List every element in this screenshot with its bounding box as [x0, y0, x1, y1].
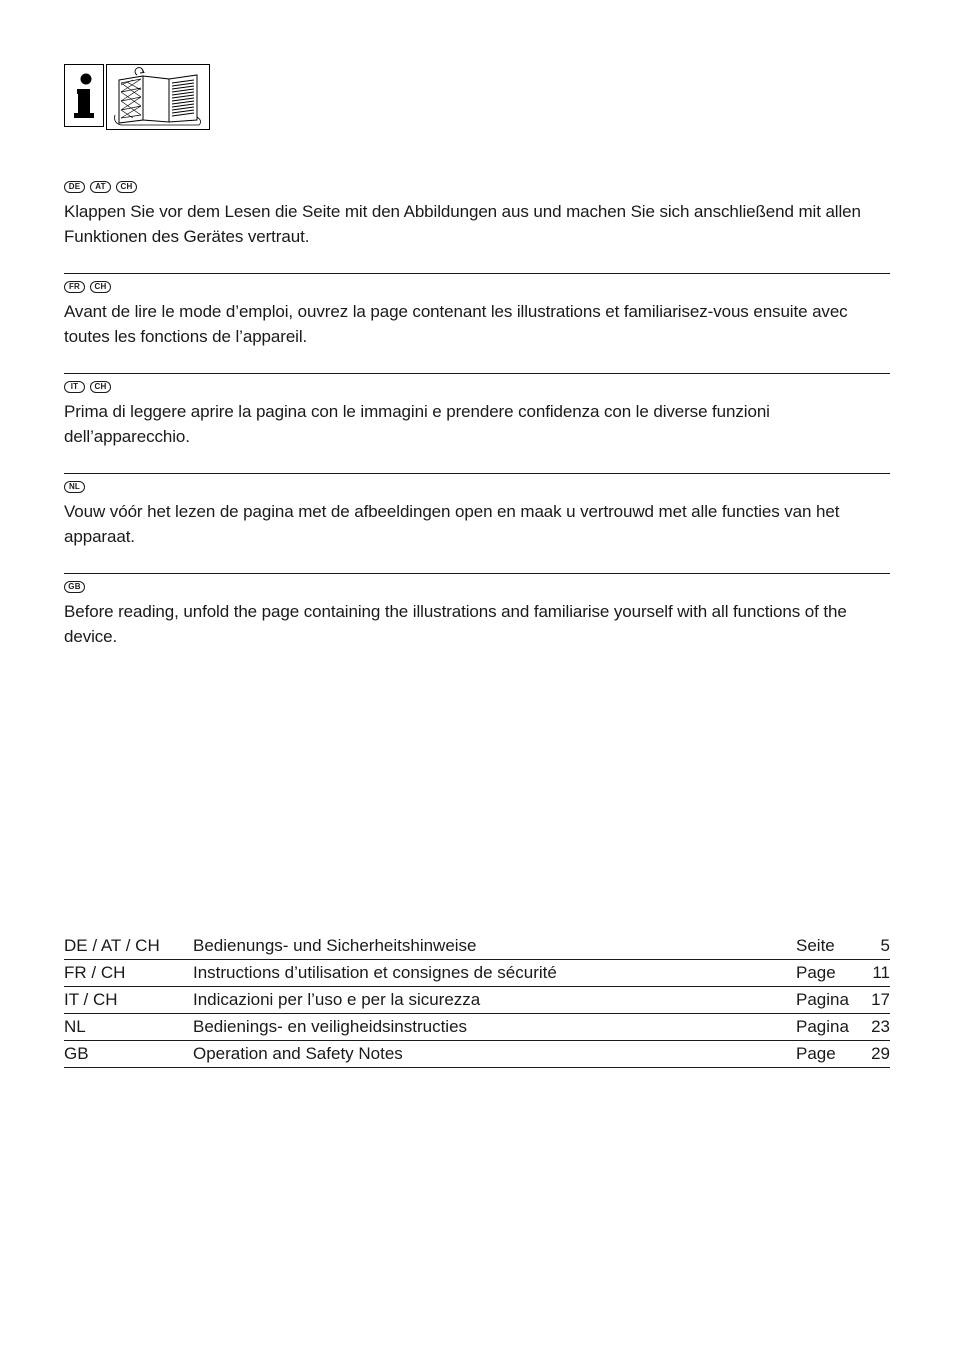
- country-badge: FR: [64, 281, 85, 293]
- toc-row: [64, 987, 890, 1014]
- section-text: Before reading, unfold the page containing the illustrations and familiarise yourself with all functions of the device.: [64, 602, 847, 646]
- toc-page-label: Seite: [796, 933, 856, 960]
- country-badges: [64, 180, 890, 194]
- toc-title: Instructions d’utilisation et consignes de sécurité: [193, 960, 796, 987]
- section-de: [64, 174, 890, 274]
- country-badge: CH: [90, 381, 111, 393]
- toc-lang: NL: [64, 1014, 193, 1041]
- section-text: Vouw vóór het lezen de pagina met de afbeeldingen open en maak u vertrouwd met alle functies van het apparaat.: [64, 502, 840, 546]
- info-icon-group: [64, 64, 210, 130]
- section-fr: [64, 274, 890, 374]
- section-gb: [64, 574, 890, 674]
- info-i-icon: [64, 64, 104, 127]
- toc-page-number: 11: [856, 960, 890, 987]
- country-badge: CH: [90, 281, 111, 293]
- toc-row: [64, 1014, 890, 1041]
- country-badges: [64, 580, 890, 594]
- toc-page-label: Pagina: [796, 987, 856, 1014]
- toc-lang: FR / CH: [64, 960, 193, 987]
- table-of-contents: [64, 933, 890, 1068]
- toc-lang: IT / CH: [64, 987, 193, 1014]
- toc-lang: GB: [64, 1041, 193, 1068]
- section-nl: [64, 474, 890, 574]
- toc-row: [64, 960, 890, 987]
- section-text: Prima di leggere aprire la pagina con le immagini e prendere confidenza con le diverse funzioni dell’apparecchio.: [64, 402, 770, 446]
- section-text: Avant de lire le mode d’emploi, ouvrez la page contenant les illustrations et familiarisez-vous ensuite avec toutes les fonctions de l’appareil.: [64, 302, 848, 346]
- country-badge: CH: [116, 181, 137, 193]
- section-text: Klappen Sie vor dem Lesen die Seite mit den Abbildungen aus und machen Sie sich anschließend mit allen Funktionen des Gerätes vertraut.: [64, 202, 861, 246]
- country-badge: IT: [64, 381, 85, 393]
- toc-title: Operation and Safety Notes: [193, 1041, 796, 1068]
- toc-page-label: Page: [796, 1041, 856, 1068]
- country-badges: [64, 280, 890, 294]
- toc-lang: DE / AT / CH: [64, 933, 193, 960]
- toc-title: Indicazioni per l’uso e per la sicurezza: [193, 987, 796, 1014]
- toc-page-number: 5: [856, 933, 890, 960]
- toc-title: Bedienings- en veiligheidsinstructies: [193, 1014, 796, 1041]
- toc-row: [64, 933, 890, 960]
- toc-page-number: 23: [856, 1014, 890, 1041]
- toc-row: [64, 1041, 890, 1068]
- unfold-booklet-icon: [106, 64, 210, 130]
- country-badges: [64, 380, 890, 394]
- toc-page-label: Pagina: [796, 1014, 856, 1041]
- country-badges: [64, 480, 890, 494]
- section-it: [64, 374, 890, 474]
- language-sections: [64, 174, 890, 674]
- toc-page-number: 29: [856, 1041, 890, 1068]
- country-badge: DE: [64, 181, 85, 193]
- country-badge: GB: [64, 581, 85, 593]
- toc-page-number: 17: [856, 987, 890, 1014]
- country-badge: AT: [90, 181, 111, 193]
- toc-page-label: Page: [796, 960, 856, 987]
- country-badge: NL: [64, 481, 85, 493]
- toc-title: Bedienungs- und Sicherheitshinweise: [193, 933, 796, 960]
